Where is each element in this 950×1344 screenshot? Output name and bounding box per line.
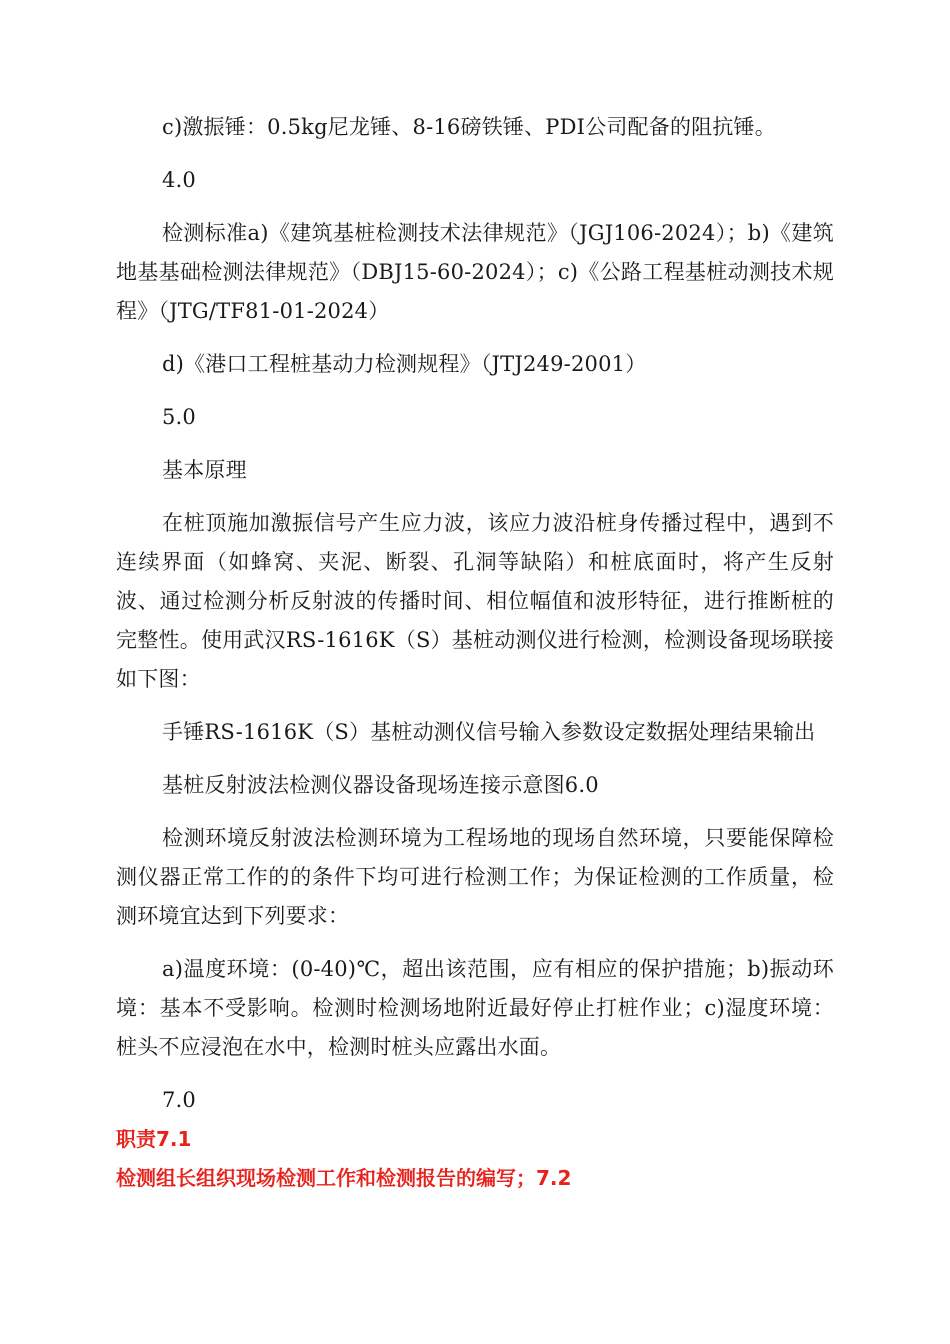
section-number-7: 7.0: [162, 1088, 196, 1112]
document-page: [116, 108, 834, 1198]
paragraph-environment: 检测环境反射波法检测环境为工程场地的现场自然环境，只要能保障检测仪器正常工作的的条件下均可进行检测工作；为保证检测的工作质量，检测环境宜达到下列要求：: [116, 826, 834, 928]
paragraph-diagram-caption: 基桩反射波法检测仪器设备现场连接示意图6.0: [162, 773, 599, 797]
heading-responsibilities: 职责7.1: [116, 1127, 192, 1151]
paragraph-principle: 在桩顶施加激振信号产生应力波，该应力波沿桩身传播过程中，遇到不连续界面（如蜂窝、夹泥、断裂、孔洞等缺陷）和桩底面时，将产生反射波、通过检测分析反射波的传播时间、相位幅值和波形特征，进行推断桩的完整性。使用武汉RS-1616K（S）基桩动测仪进行检测，检测设备现场联接如下图：: [116, 511, 834, 691]
paragraph-device-chain: 手锤RS-1616K（S）基桩动测仪信号输入参数设定数据处理结果输出: [162, 720, 816, 744]
heading-team-leader-duty: 检测组长组织现场检测工作和检测报告的编写；7.2: [116, 1166, 572, 1190]
paragraph-exciter-hammer: c)激振锤：0.5kg尼龙锤、8-16磅铁锤、PDI公司配备的阻抗锤。: [162, 115, 776, 139]
paragraph-standards: 检测标准a)《建筑基桩检测技术法律规范》（JGJ106-2024）；b)《建筑地基基础检测法律规范》（DBJ15-60-2024）；c)《公路工程基桩动测技术规程》（JTG/TF81-01-2024）: [116, 221, 834, 323]
section-number-4: 4.0: [162, 168, 196, 192]
section-number-5: 5.0: [162, 405, 196, 429]
paragraph-environment-requirements: a)温度环境：(0-40)℃，超出该范围，应有相应的保护措施；b)振动环境：基本不受影响。检测时检测场地附近最好停止打桩作业；c)湿度环境：桩头不应浸泡在水中，检测时桩头应露出水面。: [116, 957, 834, 1059]
section-title-basic-principle: 基本原理: [162, 458, 247, 482]
paragraph-standard-d: d)《港口工程桩基动力检测规程》（JTJ249-2001）: [162, 352, 647, 376]
